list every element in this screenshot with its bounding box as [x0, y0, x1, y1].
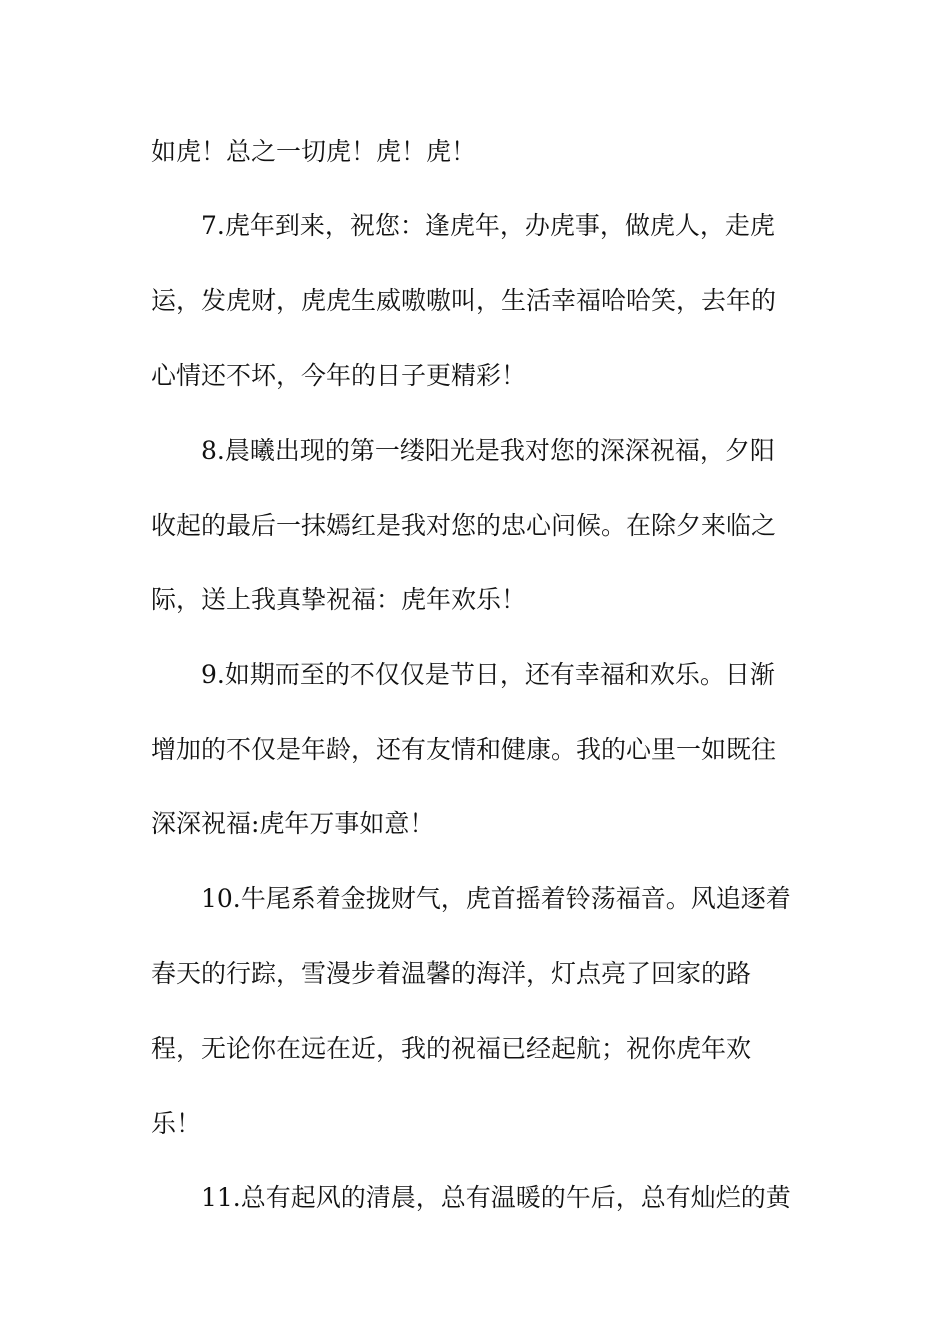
paragraph-10-line: 10.牛尾系着金拢财气，虎首摇着铃荡福音。风追逐着 [201, 884, 791, 913]
paragraph-7-line: 7.虎年到来，祝您：逢虎年，办虎事，做虎人，走虎 [201, 211, 775, 240]
paragraph-10-line: 春天的行踪，雪漫步着温馨的海洋，灯点亮了回家的路 [151, 959, 752, 988]
paragraph-10-line: 乐！ [151, 1109, 202, 1138]
paragraph-8-line: 8.晨曦出现的第一缕阳光是我对您的深深祝福，夕阳 [201, 436, 775, 465]
paragraph-8-line: 收起的最后一抹嫣红是我对您的忠心问候。在除夕来临之 [151, 511, 777, 540]
paragraph-10-line: 程，无论你在远在近，我的祝福已经起航；祝你虎年欢 [151, 1034, 752, 1063]
paragraph-8-line: 际，送上我真挚祝福：虎年欢乐！ [151, 585, 527, 614]
text-line: 如虎！总之一切虎！虎！虎！ [151, 137, 477, 166]
paragraph-9-line: 增加的不仅是年龄，还有友情和健康。我的心里一如既往 [151, 735, 777, 764]
paragraph-7-line: 心情还不坏，今年的日子更精彩！ [151, 361, 527, 390]
paragraph-7-line: 运，发虎财，虎虎生威嗷嗷叫，生活幸福哈哈笑，去年的 [151, 286, 777, 315]
paragraph-9-line: 9.如期而至的不仅仅是节日，还有幸福和欢乐。日渐 [201, 660, 775, 689]
paragraph-9-line: 深深祝福:虎年万事如意！ [151, 809, 435, 838]
paragraph-11-line: 11.总有起风的清晨，总有温暖的午后，总有灿烂的黄 [201, 1183, 791, 1212]
